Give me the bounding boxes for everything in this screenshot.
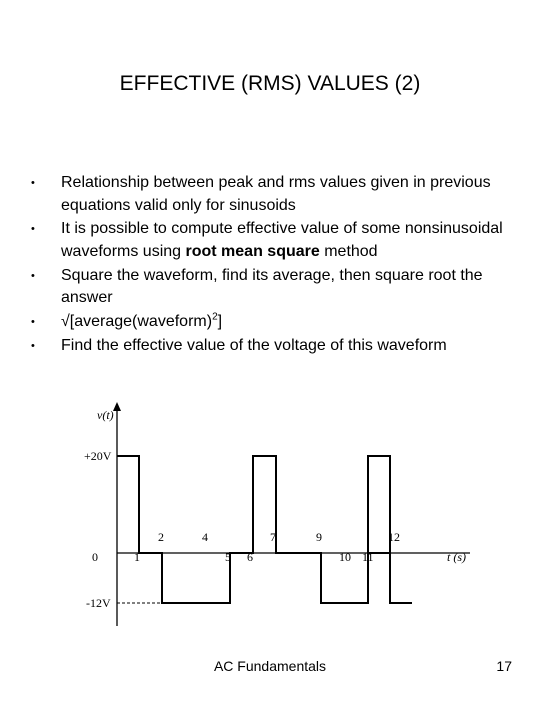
footer-title: AC Fundamentals	[213, 658, 327, 674]
bullet-text-run: method	[319, 242, 378, 260]
bullet-text-run: √[average(waveform)	[61, 313, 213, 331]
slide-title: EFFECTIVE (RMS) VALUES (2)	[119, 72, 421, 95]
tick-label: 0	[92, 550, 98, 564]
negative-level-label: -12V	[86, 596, 111, 610]
tick-label: 9	[316, 530, 322, 544]
tick-label: 10	[339, 550, 351, 564]
tick-label: 2	[158, 530, 164, 544]
tick-label: 4	[202, 530, 208, 544]
bullet-text-run: Relationship between peak and rms values given in previous equations valid only for sinusoids	[61, 174, 491, 214]
tick-label: 12	[388, 530, 400, 544]
tick-label: 6	[247, 550, 253, 564]
y-axis-label: v(t)	[97, 408, 114, 422]
bullet-dot: •	[31, 223, 35, 236]
bullet-dot: •	[31, 340, 35, 353]
bullet-text-run: Find the effective value of the voltage of this waveform	[61, 337, 447, 355]
waveform-axes	[113, 402, 470, 626]
y-axis-arrowhead	[113, 402, 121, 411]
bullet-text-bold: root mean square	[185, 242, 320, 260]
bullet-text-run: ]	[217, 313, 223, 331]
tick-label: 11	[362, 550, 374, 564]
x-axis-label: t (s)	[447, 550, 466, 564]
bullet-dot: •	[31, 316, 35, 329]
bullet-text-run: It is possible to compute effective value of some nonsinusoidal waveforms using	[61, 220, 503, 260]
bullet-text-superscript: 2	[212, 311, 218, 323]
bullet-text-run: Square the waveform, find its average, then square root the answer	[61, 266, 483, 307]
tick-label: 5	[225, 550, 231, 564]
bullet-dot: •	[31, 269, 35, 282]
page-number: 17	[496, 658, 512, 674]
positive-level-label: +20V	[84, 449, 112, 463]
tick-label: 7	[270, 530, 276, 544]
bullet-dot: •	[31, 177, 35, 189]
tick-label: 1	[134, 550, 140, 564]
